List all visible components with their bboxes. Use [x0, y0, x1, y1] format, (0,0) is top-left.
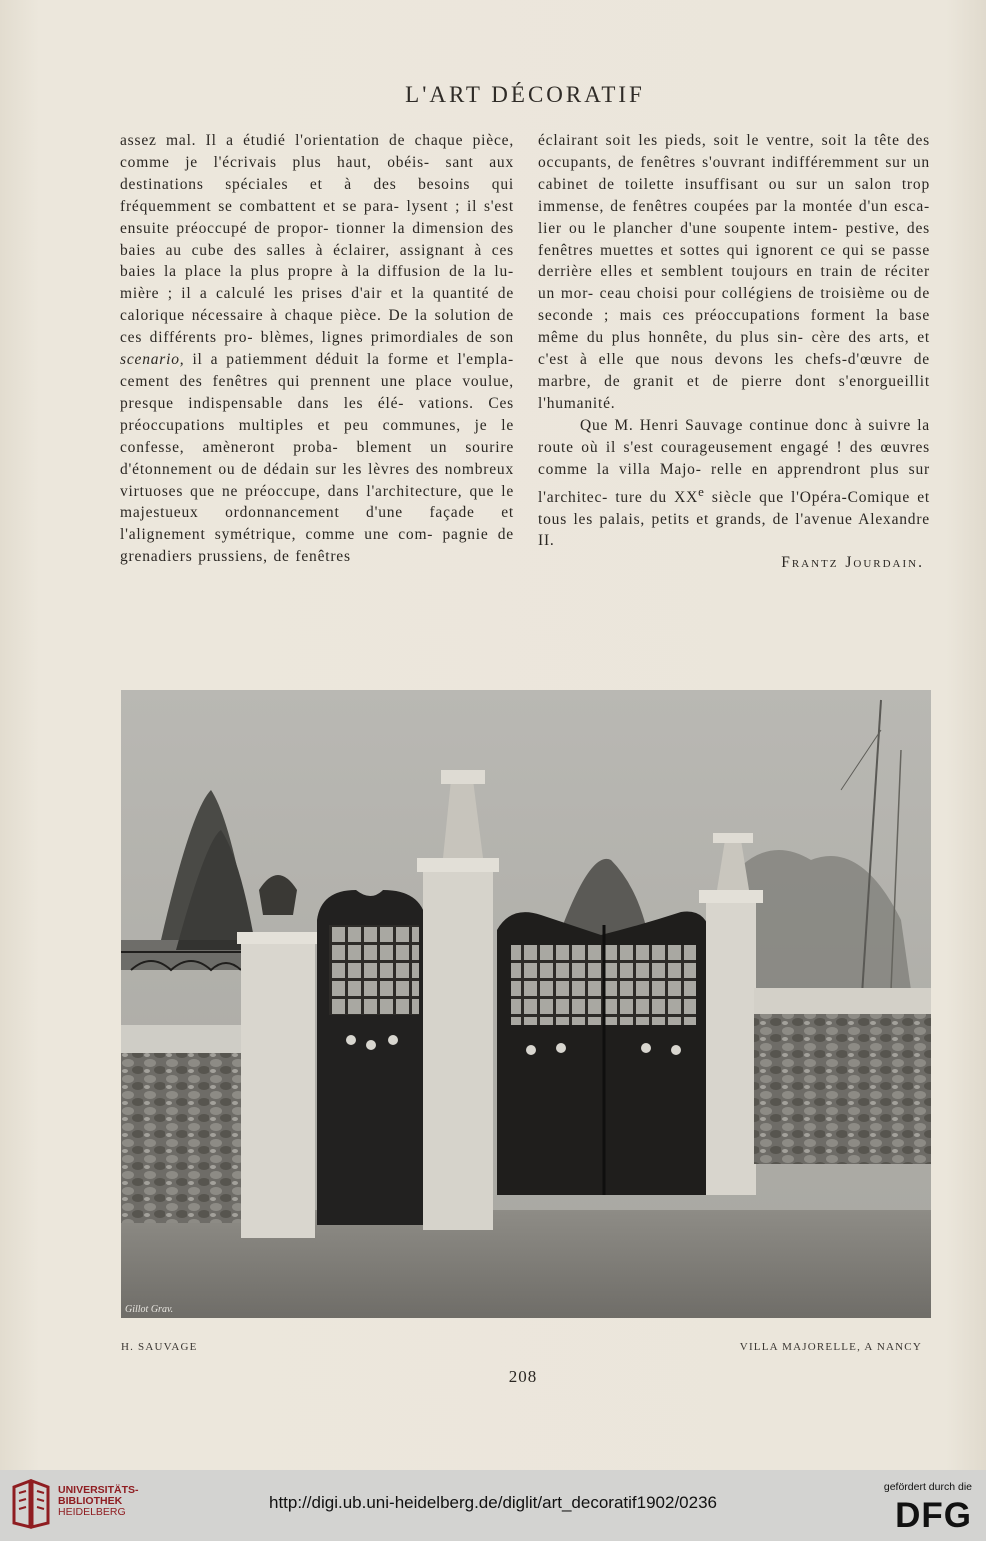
- text-line: lier ou le plancher d'une soupente intem-: [538, 219, 839, 237]
- text-line: pagnie de grenadiers prussiens, de fenêtres: [120, 526, 514, 566]
- text-line: Que M. Henri Sauvage continue donc: [580, 416, 849, 434]
- text-line: relle en apprendront plus sur l'architec-: [538, 460, 930, 506]
- text-line: il a patiemment déduit la forme et l'empla-: [192, 351, 514, 369]
- text-line: siècle que l'Opéra-Comique et: [704, 488, 930, 506]
- text-line: de fenêtres coupées par la montée d'un esca-: [610, 197, 930, 215]
- paragraph: [538, 130, 930, 415]
- text-line: tionner la dimension des baies au cube des: [120, 219, 514, 259]
- page-number: 208: [508, 1367, 538, 1386]
- caption-architect: H. SAUVAGE: [121, 1341, 198, 1353]
- text-column-left: [120, 130, 514, 568]
- text-line: majestueux ordonnancement d'une façade: [120, 504, 475, 522]
- paragraph: [120, 130, 514, 568]
- text-line: Alexandre II.: [538, 510, 930, 550]
- italic-word: scenario,: [120, 351, 185, 369]
- text-line: voulue, presque indispensable dans les élé-: [120, 372, 514, 412]
- text-line: blement un sourire d'étonnement ou de dédain: [120, 438, 514, 478]
- permalink-url[interactable]: http://digi.ub.uni-heidelberg.de/diglit/art_decoratif1902/0236: [269, 1493, 717, 1512]
- text-line: tous les palais, petits et grands, de l'avenue: [538, 510, 853, 528]
- text-line: cère des arts, et c'est à elle que nous devons: [538, 329, 930, 369]
- text-line: pestive, des fenêtres muettes et sottes qui: [538, 219, 930, 259]
- text-line: éclairant soit les pieds, soit le ventre, soit: [538, 132, 848, 149]
- text-line: insuffisant ou sur un salon trop immense,: [538, 175, 930, 215]
- text-line: sant aux destinations spéciales et à des besoins: [120, 153, 515, 193]
- text-line: engagé ! des œuvres comme la villa Majo-: [538, 438, 930, 478]
- text-line: ceau choisi pour collégiens de troisième ou: [599, 285, 909, 303]
- superscript: e: [698, 483, 705, 499]
- gate-illustration: [121, 690, 931, 1318]
- text-line: lysent ; il s'est ensuite préoccupé de propor-: [120, 197, 514, 237]
- text-line: à suivre la route où il s'est courageusement: [538, 416, 930, 456]
- digitization-footer: [0, 1470, 986, 1541]
- text-line: semblent toujours en train de réciter un mor-: [538, 263, 930, 303]
- sponsor-note: gefördert durch die: [883, 1481, 972, 1493]
- text-line: ne préoccupe, dans l'architecture, que le: [221, 482, 515, 500]
- paragraph: [538, 415, 930, 553]
- text-line: vations. Ces préoccupations multiples et peu: [120, 394, 514, 434]
- library-name-line: BIBLIOTHEK: [58, 1495, 123, 1507]
- text-line: ture du XX: [615, 488, 699, 506]
- library-name-line: UNIVERSITÄTS-: [58, 1484, 139, 1496]
- text-line: sur les lèvres des nombreux virtuoses que: [120, 460, 515, 500]
- text-line: communes, je le confesse, amèneront proba-: [120, 416, 515, 456]
- engraver-mark: Gillot Grav.: [125, 1304, 174, 1315]
- text-line: et l'alignement symétrique, comme une com-: [120, 504, 514, 544]
- text-line: pièce, comme je l'écrivais plus haut, obéis-: [120, 132, 514, 171]
- text-line: pièce. De la solution de ces différents pro-: [120, 307, 514, 347]
- text-line: cement des fenêtres qui prennent une place: [120, 372, 453, 390]
- photo-villa-majorelle-gate: [121, 690, 931, 1318]
- text-column-right: [538, 130, 930, 574]
- text-line: de seconde ; mais ces préoccupations forment: [538, 285, 930, 325]
- text-line: place la plus propre à la diffusion de la lu-: [184, 263, 514, 281]
- text-line: indifféremment sur un cabinet de toilette: [538, 153, 930, 193]
- text-line: salles à éclairer, assignant à ces baies la: [120, 241, 514, 281]
- author-signature: Frantz Jourdain.: [781, 554, 924, 572]
- text-line: mière ; il a calculé les prises d'air et la: [120, 285, 425, 303]
- text-line: les chefs-d'œuvre de marbre, de granit et de: [538, 351, 930, 390]
- text-line: qui fréquemment se combattent et se para-: [120, 175, 514, 215]
- text-line: quantité de calorique nécessaire à chaque: [120, 285, 514, 325]
- text-line: pierre dont s'enorgueillit l'humanité.: [538, 372, 930, 412]
- text-line: blèmes, lignes primordiales de son: [260, 329, 514, 347]
- caption-title: VILLA MAJORELLE, A NANCY: [739, 1341, 922, 1353]
- running-title: L'ART DÉCORATIF: [405, 82, 645, 107]
- text-line: assez mal. Il a étudié l'orientation de chaque: [120, 132, 464, 149]
- dfg-logo: DFG: [895, 1496, 972, 1535]
- text-line: ignorent ce qui se passe derrière elles et: [538, 241, 931, 281]
- text-line: la base même du plus honnête, du plus sin-: [538, 307, 930, 347]
- library-name-line: HEIDELBERG: [58, 1506, 126, 1518]
- text-line: la tête des occupants, de fenêtres s'ouvrant: [538, 132, 930, 171]
